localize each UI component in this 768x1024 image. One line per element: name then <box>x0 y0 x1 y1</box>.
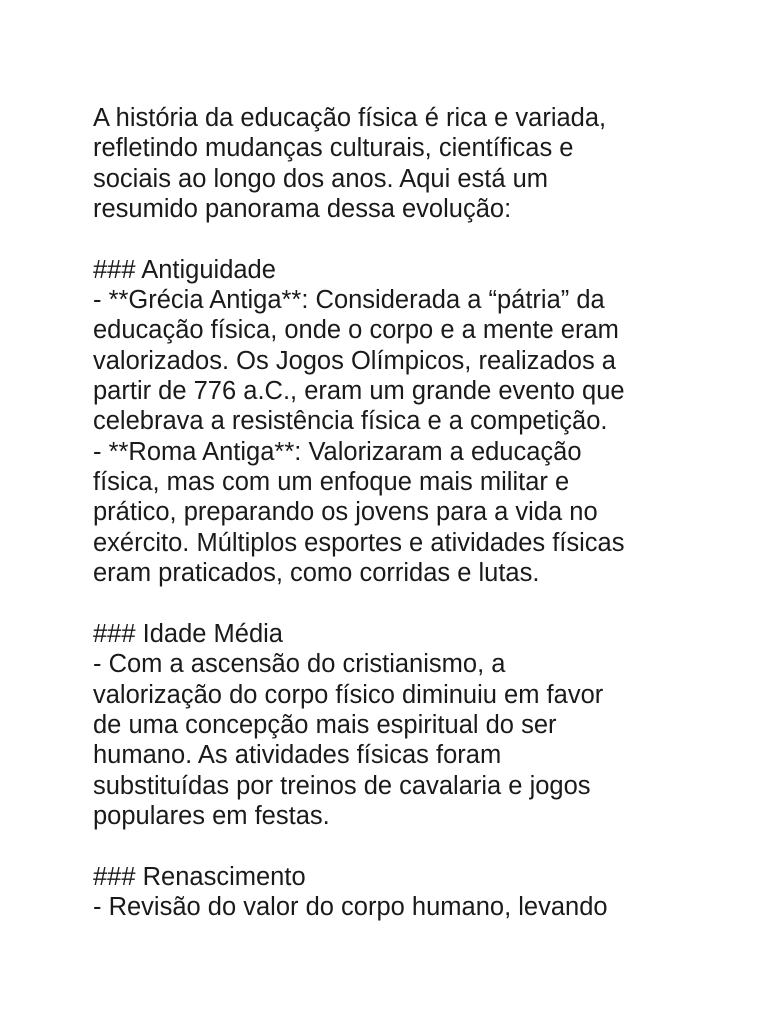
section-line: educação física, onde o corpo e a mente eram <box>93 316 619 345</box>
section-line: de uma concepção mais espiritual do ser <box>93 710 557 739</box>
section-line: - Com a ascensão do cristianismo, a <box>93 650 506 679</box>
section-line: partir de 776 a.C., eram um grande evento que <box>93 377 625 406</box>
section-line: valorização do corpo físico diminuiu em favor <box>93 680 604 709</box>
intro-paragraph <box>93 103 693 224</box>
section-line: - **Grécia Antiga**: Considerada a “pátria” da <box>93 286 605 315</box>
section-line: física, mas com um enfoque mais militar e <box>93 468 570 497</box>
intro-line: refletindo mudanças culturais, científicas e <box>93 134 574 163</box>
paragraph-gap <box>93 589 693 619</box>
section-line: eram praticados, como corridas e lutas. <box>93 559 540 588</box>
intro-line: sociais ao longo dos anos. Aqui está um <box>93 164 549 193</box>
intro-line: resumido panorama dessa evolução: <box>93 195 512 224</box>
section-line: prático, preparando os jovens para a vida no <box>93 498 598 527</box>
intro-line: A história da educação física é rica e variada, <box>93 104 607 132</box>
document-page <box>93 103 693 922</box>
section-antiguidade <box>93 255 693 589</box>
paragraph-gap <box>93 831 693 861</box>
section-line: humano. As atividades físicas foram <box>93 741 502 770</box>
section-line: valorizados. Os Jogos Olímpicos, realizados a <box>93 346 616 375</box>
section-idade-media <box>93 619 693 831</box>
section-line: populares em festas. <box>93 801 330 830</box>
section-line: - Revisão do valor do corpo humano, levando <box>93 892 608 921</box>
section-heading: ### Idade Média <box>93 619 283 648</box>
section-line: celebrava a resistência física e a competição. <box>93 407 608 436</box>
section-heading: ### Renascimento <box>93 862 306 891</box>
section-heading: ### Antiguidade <box>93 255 276 284</box>
section-line: substituídas por treinos de cavalaria e jogos <box>93 771 591 800</box>
section-line: - **Roma Antiga**: Valorizaram a educação <box>93 437 582 466</box>
section-line: exército. Múltiplos esportes e atividades físicas <box>93 528 625 557</box>
section-renascimento <box>93 862 693 923</box>
paragraph-gap <box>93 224 693 254</box>
